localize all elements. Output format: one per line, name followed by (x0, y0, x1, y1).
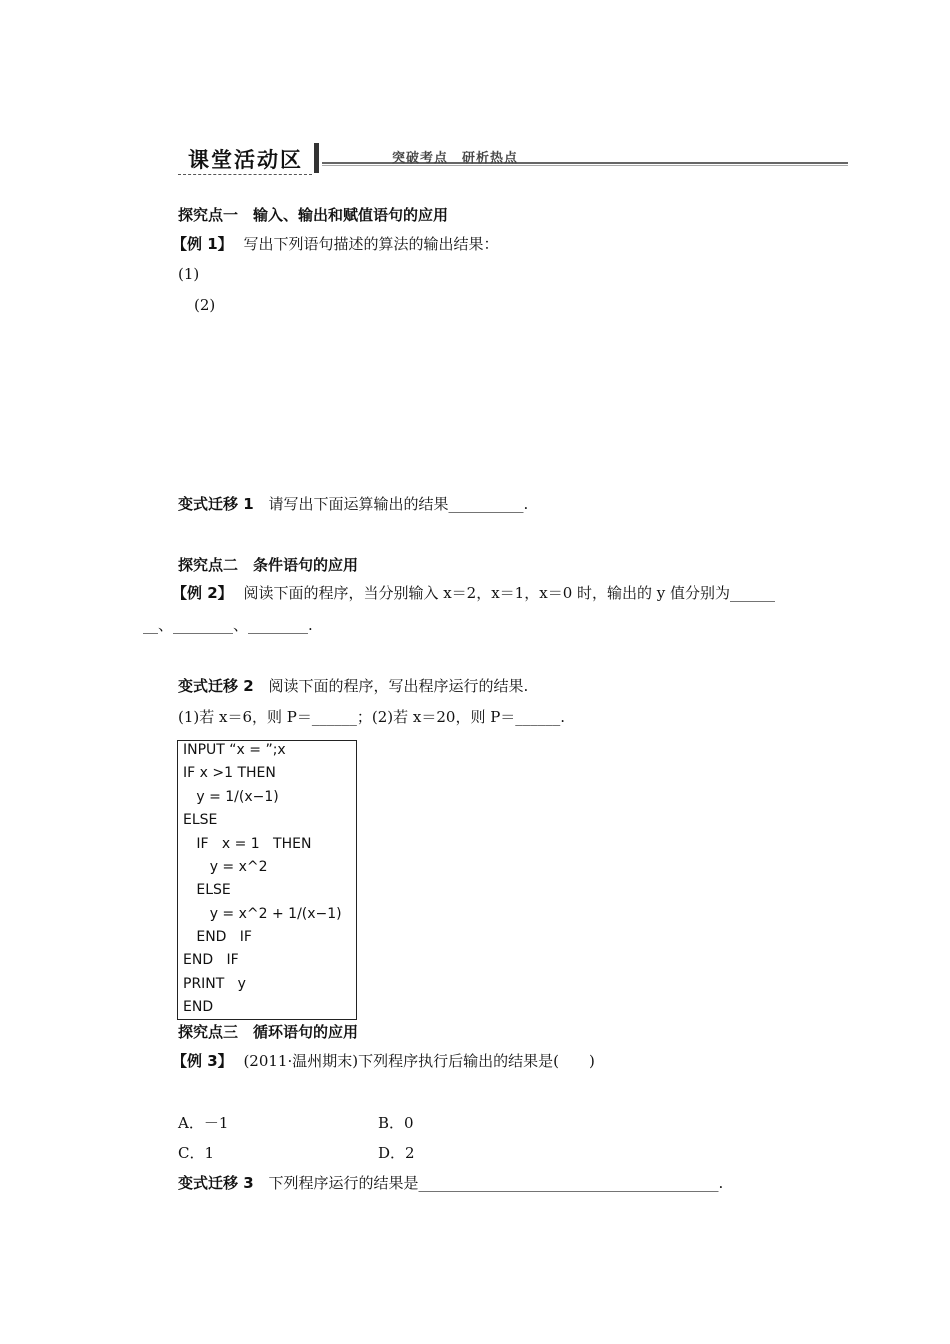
badge-divider (314, 143, 319, 173)
section-badge: 课堂活动区 (188, 148, 303, 172)
example2-tag: 【例 2】 (172, 584, 233, 602)
variant2-text: 阅读下面的程序，写出程序运行的结果. (268, 677, 529, 695)
code-line: END (183, 999, 214, 1015)
code-line: END IF (183, 929, 252, 945)
variant1-tag: 变式迁移 1 (178, 495, 254, 513)
example2-text-cont: __、________、________. (143, 616, 313, 634)
variant2-tag: 变式迁移 2 (178, 677, 254, 695)
variant3 (178, 1172, 723, 1193)
section3-heading: 探究点三 循环语句的应用 (178, 1023, 359, 1041)
example1-text: 写出下列语句描述的算法的输出结果： (243, 235, 499, 253)
example1 (172, 233, 498, 254)
variant3-tag: 变式迁移 3 (178, 1174, 254, 1192)
section1-heading: 探究点一 输入、输出和赋值语句的应用 (178, 206, 449, 224)
variant2 (178, 675, 528, 696)
code-line: IF x >1 THEN (183, 765, 276, 781)
variant1 (178, 493, 528, 514)
example2 (172, 582, 775, 603)
badge-underline (178, 174, 312, 175)
variant1-text: 请写出下面运算输出的结果__________. (268, 495, 529, 513)
option-a: A．－1 (178, 1114, 229, 1132)
example1-item1: (1) (178, 265, 200, 283)
code-line: PRINT y (183, 976, 246, 992)
variant3-text: 下列程序运行的结果是________________________________________. (268, 1174, 724, 1192)
code-line: END IF (183, 952, 239, 968)
example3 (172, 1050, 595, 1071)
program-code-box (177, 740, 357, 1020)
header-subtitle: 突破考点 研析热点 (392, 151, 519, 166)
option-d: D．2 (378, 1144, 415, 1162)
code-line: y = x^2 (183, 859, 268, 875)
example1-item2: (2) (194, 296, 216, 314)
example3-text: (2011·温州期末)下列程序执行后输出的结果是( ) (243, 1052, 595, 1070)
example2-text: 阅读下面的程序，当分别输入 x＝2，x＝1，x＝0 时，输出的 y 值分别为______ (243, 584, 776, 602)
example3-tag: 【例 3】 (172, 1052, 233, 1070)
code-line: IF x = 1 THEN (183, 836, 312, 852)
code-line: y = x^2 + 1/(x−1) (183, 906, 342, 922)
option-b: B．0 (378, 1114, 414, 1132)
option-c: C．1 (178, 1144, 215, 1162)
example1-tag: 【例 1】 (172, 235, 233, 253)
code-line: INPUT “x = ”;x (183, 742, 286, 758)
code-line: ELSE (183, 882, 231, 898)
section2-heading: 探究点二 条件语句的应用 (178, 556, 359, 574)
variant2-question: (1)若 x＝6，则 P＝______；(2)若 x＝20，则 P＝______. (178, 708, 566, 726)
code-line: y = 1/(x−1) (183, 789, 279, 805)
code-line: ELSE (183, 812, 218, 828)
